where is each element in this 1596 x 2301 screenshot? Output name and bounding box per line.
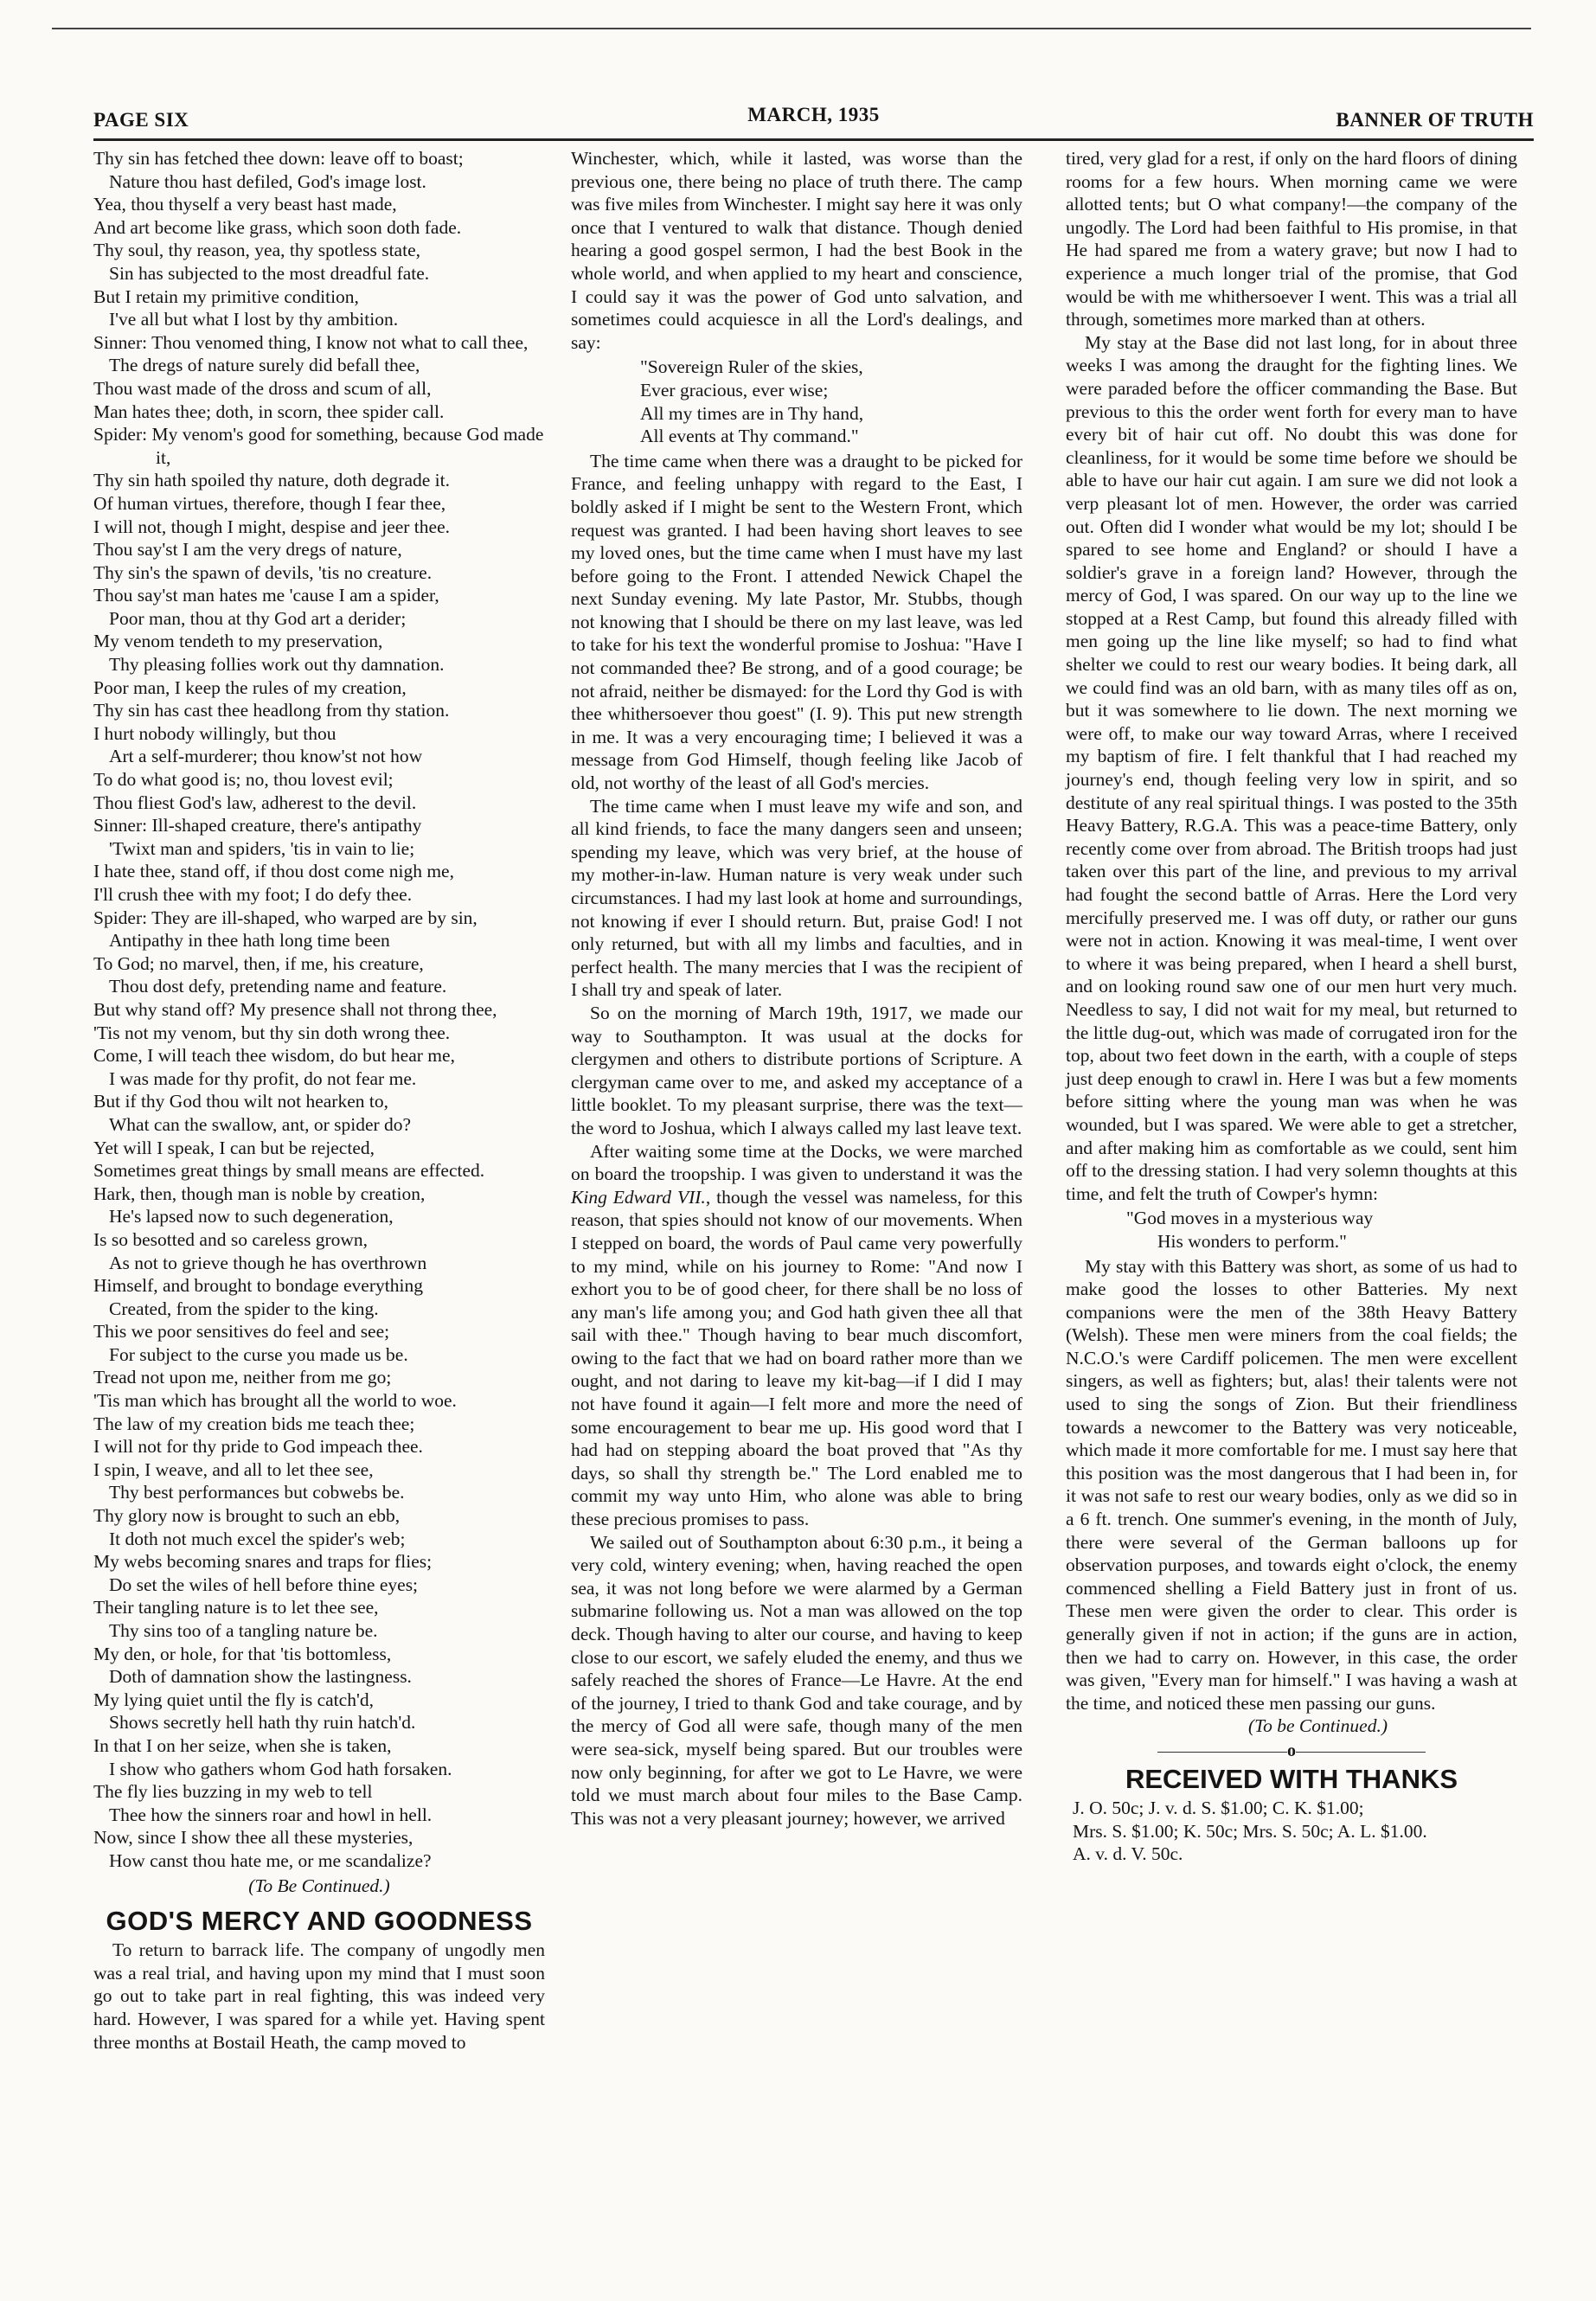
poem-line: And art become like grass, which soon doth fade. xyxy=(93,216,462,238)
poem-line: My lying quiet until the fly is catch'd, xyxy=(93,1689,374,1710)
poem-line: Of human virtues, therefore, though I fear thee, xyxy=(93,492,446,514)
poem-line: Thy sin hath spoiled thy nature, doth degrade it. xyxy=(93,470,450,491)
poem-line: 'Tis man which has brought all the world to woe. xyxy=(93,1390,457,1412)
poem-line: Doth of damnation show the lastingness. xyxy=(109,1666,412,1688)
poem-line: I'll crush thee with my foot; I do defy thee. xyxy=(93,884,413,905)
poem-line: Thou fliest God's law, adherest to the devil. xyxy=(93,792,417,813)
article-paragraph: We sailed out of Southampton about 6:30 p.m., it being a very cold, wintery evening; when, having reached the open sea, it was not long before we were alarmed by a German submarine following us. Not a man was allowed on the top deck. Though having to alter our course, and having to keep close to our escort, we safely eluded the enemy, and thus we safely reached the shores of France—Le Havre. At the end of the journey, I tried to thank God and take courage, and by the mercy of God all were safe, though many of the men were sea-sick, myself being spared. But our troubles were now only beginning, for after we got to Le Havre, we were told we must march about four miles to the Base Camp. This was not a very pleasant journey; however, we arrived xyxy=(571,1531,1022,1829)
page-header xyxy=(93,102,1534,137)
separator-mark: o xyxy=(1287,1740,1296,1760)
poem-line: Sometimes great things by small means are effected. xyxy=(93,1160,485,1182)
poem-line: Art a self-murderer; thou know'st not how xyxy=(109,746,423,767)
poem-line: Yea, thou thyself a very beast hast made, xyxy=(93,194,397,215)
column-3 xyxy=(1066,147,1517,1866)
hymn-line: His wonders to perform." xyxy=(1157,1230,1347,1252)
poem-line: He's lapsed now to such degeneration, xyxy=(109,1206,394,1227)
poem-line: Yet will I speak, I can but be rejected, xyxy=(93,1137,375,1158)
article-paragraph: The time came when there was a draught to be picked for France, and feeling unhappy with regard to the East, I boldly asked if I might be sent to the Western Front, which request was granted. I had been having short leaves to see my loved ones, but the time came when I must have my last before going to the Front. I attended Newick Chapel the next Sunday evening. My late Pastor, Mr. Stubbs, though not knowing that I should be there on my last leave, was led to take for his text the wonderful promise to Joshua: "Have I not commanded thee? Be strong, and of a good courage; be not afraid, neither be dismayed: for the Lord thy God is with thee whithersoever thou goest" (I. 9). This put new strength in me. It was a very encouraging time; I believed it was a message from God Himself, though feeling like Jacob of old, not worthy of the least of all God's mercies. xyxy=(571,450,1022,794)
poem-line: Come, I will teach thee wisdom, do but hear me, xyxy=(93,1045,455,1067)
hymn-quote xyxy=(571,356,1022,447)
poem-line: To do what good is; no, thou lovest evil; xyxy=(93,769,394,791)
article-paragraph: Winchester, which, while it lasted, was worse than the previous one, there being no place of truth there. The camp was five miles from Winchester. I might say here it was only once that I ventured to walk that distance. Though denied hearing a good gospel sermon, I had the best Book in the whole world, and when applied to my heart and conscience, I could say it was the power of God unto salvation, and sometimes could acquiesce in all the Lord's dealings, and say: xyxy=(571,148,1022,353)
poem-line: What can the swallow, ant, or spider do? xyxy=(109,1113,412,1135)
page-number: PAGE SIX xyxy=(93,109,189,131)
poem-line: But why stand off? My presence shall not throng thee, xyxy=(93,998,497,1020)
hymn-line: "God moves in a mysterious way xyxy=(1126,1208,1374,1229)
poem-line: I will not, though I might, despise and jeer thee. xyxy=(93,516,450,537)
hymn-line: All my times are in Thy hand, xyxy=(640,402,864,424)
article-paragraph: My stay with this Battery was short, as some of us had to make good the losses to other Batteries. My next companions were the men of the 38th Heavy Battery (Welsh). These men were miners from the coal fields; the N.C.O.'s were Cardiff policemen. The men were excellent singers, as well as fighters; but, alas! their talents were not used to sing the songs of Zion. But their friendliness towards a newcomer to the Battery was very noticeable, which made it more comfortable for me. I must say here that this position was the most dangerous that I had been in, for it was not safe to rest our weary bodies, only as we did so in a 6 ft. trench. One summer's evening, in the month of July, there were several of the German balloons up for observation purposes, and towards eight o'clock, the enemy commenced shelling a Field Battery just in front of us. These men were given the order to clear. This order is generally given if not in action; if the guns are in action, then we had to carry on. However, in this case, the order was given, "Every man for himself." I was having a wash at the time, and noticed these men passing our guns. xyxy=(1066,1255,1517,1714)
poem-line: I was made for thy profit, do not fear me. xyxy=(109,1067,417,1089)
poem-line: The fly lies buzzing in my web to tell xyxy=(93,1781,373,1803)
poem-line: I hate thee, stand off, if thou dost come nigh me, xyxy=(93,861,454,882)
hymn-line: All events at Thy command." xyxy=(640,426,859,447)
poem-line: My webs becoming snares and traps for flies; xyxy=(93,1551,433,1573)
poem-line: Sinner: Ill-shaped creature, there's antipathy xyxy=(93,815,422,836)
section-separator xyxy=(1066,1741,1517,1760)
poem-line: Created, from the spider to the king. xyxy=(109,1298,379,1319)
poem-line: 'Twixt man and spiders, 'tis in vain to lie; xyxy=(109,837,415,859)
column-2 xyxy=(571,147,1022,1830)
poem-line: Thou wast made of the dross and scum of all, xyxy=(93,377,432,399)
poem-line: The dregs of nature surely did befall thee, xyxy=(109,355,420,376)
poem-line: 'Tis not my venom, but thy sin doth wrong thee. xyxy=(93,1022,451,1043)
thanks-title: RECEIVED WITH THANKS xyxy=(1125,1763,1458,1794)
poem-line: Thou dost defy, pretending name and feature. xyxy=(109,976,447,997)
poem-line: Thy glory now is brought to such an ebb, xyxy=(93,1505,401,1527)
thanks-line: Mrs. S. $1.00; K. 50c; Mrs. S. 50c; A. L. $1.00. xyxy=(1073,1820,1427,1842)
poem-line: I spin, I weave, and all to let thee see, xyxy=(93,1458,374,1480)
poem-line: Hark, then, though man is noble by creation, xyxy=(93,1183,426,1204)
poem-line: Do set the wiles of hell before thine eyes; xyxy=(109,1574,419,1595)
issue-date: MARCH, 1935 xyxy=(747,104,880,125)
article-paragraph: So on the morning of March 19th, 1917, we made our way to Southampton. It was usual at the docks for clergymen and others to distribute portions of Scripture. A clergyman came over to me, and asked my acceptance of a little booklet. To my pleasant surprise, there was the text—the word to Joshua, which I always called my last leave text. xyxy=(571,1002,1022,1138)
poem-line: Is so besotted and so careless grown, xyxy=(93,1228,369,1250)
poem-line: Himself, and brought to bondage everything xyxy=(93,1275,423,1297)
thanks-line: J. O. 50c; J. v. d. S. $1.00; C. K. $1.00; xyxy=(1073,1797,1364,1818)
poem-line: But I retain my primitive condition, xyxy=(93,285,359,307)
article-paragraph: The time came when I must leave my wife and son, and all kind friends, to face the many dangers seen and unseen; spending my leave, which was very brief, at the house of my mother-in-law. Human nature is very weak under such circumstances. I had my last look at home and surroundings, not knowing if ever I should return. But, praise God! I not only returned, but with all my limbs and faculties, and in perfect health. The many mercies that I was the recipient of I shall try and speak of later. xyxy=(571,795,1022,1001)
poem-line: Their tangling nature is to let thee see, xyxy=(93,1597,379,1618)
poem-line: But if thy God thou wilt not hearken to, xyxy=(93,1091,388,1112)
poem-line: Thy best performances but cobwebs be. xyxy=(109,1482,405,1503)
article-paragraph xyxy=(571,1140,1022,1531)
hymn-line: "Sovereign Ruler of the skies, xyxy=(640,356,863,378)
poem-line: Spider: They are ill-shaped, who warped are by sin, xyxy=(93,907,478,928)
poem-line: Tread not upon me, neither from me go; xyxy=(93,1367,392,1388)
poem-line: Shows secretly hell hath thy ruin hatch'd. xyxy=(109,1712,416,1734)
poem-line: Antipathy in thee hath long time been xyxy=(109,930,390,952)
poem-line: It doth not much excel the spider's web; xyxy=(109,1528,406,1549)
poem-line: How canst thou hate me, or me scandalize? xyxy=(109,1849,432,1871)
poem-line: Thy sins too of a tangling nature be. xyxy=(109,1620,378,1641)
poem-line: This we poor sensitives do feel and see; xyxy=(93,1321,390,1343)
poem-line: Thou say'st man hates me 'cause I am a spider, xyxy=(93,585,439,606)
article-title: GOD'S MERCY AND GOODNESS xyxy=(106,1906,533,1937)
poem-line: The law of my creation bids me teach thee; xyxy=(93,1413,415,1434)
poem-line: Thy sin's the spawn of devils, 'tis no creature. xyxy=(93,561,433,583)
poem-line: In that I on her seize, when she is taken, xyxy=(93,1734,392,1756)
poem-line: My den, or hole, for that 'tis bottomless, xyxy=(93,1643,392,1664)
poem-line: For subject to the curse you made us be. xyxy=(109,1343,408,1365)
thanks-list xyxy=(1066,1797,1517,1866)
hymn-quote xyxy=(1066,1207,1517,1253)
spider-poem xyxy=(93,147,545,1873)
article-paragraph: My stay at the Base did not last long, for in about three weeks I was among the draught for the fighting lines. We were paraded before the officer commanding the Base. But previous to this the order went forth for every man to have every bit of hair cut off. No doubt this was done for cleanliness, for it would be some time before we should be able to have our hair cut again. I am sure we did not look a verp pleasant lot of men. However, the order was carried out. Often did I wonder what would be my lot; should I be spared to see home and England? or should I have a soldier's grave in a foreign land? However, through the mercy of God, I was spared. On our way up to the line we stopped at a Rest Camp, but found this already filled with men going up the line like myself; so had to find what shelter we could to rest our weary bodies. It being dark, all we could find was an old barn, with as many tiles off as on, but it was somewhere to lie down. The next morning we were off, to make our way toward Arras, where I received my baptism of fire. I felt thankful that I had reached my journey's end, though feeling very low in spirit, and so destitute of any real spiritual things. I was posted to the 35th Heavy Battery, R.G.A. This was a peace-time Battery, only recently come over from abroad. The British troops had just taken over this part of the line, and previous to my arrival had fought the second battle of Arras. Here the Lord very mercifully preserved me. I was off duty, or rather our guns were not in action. Knowing it was meal-time, I went over to where it was being prepared, when I heard a shell burst, and on looking round saw one of our men hurt very much. Needless to say, I did not wait for my meal, but returned to the little dug-out, which was made of corrugated iron for the top, about two feet down in the earth, with a couple of steps just deep enough to crawl in. Here I was but a few moments before sitting where the young man was when he was wounded, but I was spared. We were able to get a stretcher, and after making him as comfortable as we could, sent him off to the dressing station. I had very solemn thoughts at this time, and felt the truth of Cowper's hymn: xyxy=(1066,331,1517,1204)
paragraph-text: , though the vessel was nameless, for this reason, that spies should not know of our movements. When I stepped on board, the words of Paul came very powerfully to my mind, while on his journey to Rome: "And now I exhort you to be of good cheer, for there shall be no loss of any man's life among you; and God hath given thee all that sail with thee." Though having to bear much discomfort, owing to the fact that we had on board rather more than we ought, and not daring to leave my kit-bag—if I did I may not have found it again—I felt more and more the need of some encouragement to bear me up. His good word that I had had on stepping aboard the boat proved that "As thy days, so shall thy strength be." The Lord enabled me to commit my way unto Him, who alone was able to bring these precious promises to pass. xyxy=(571,1186,1022,1530)
poem-line: Nature thou hast defiled, God's image lost. xyxy=(109,170,426,192)
poem-line: I hurt nobody willingly, but thou xyxy=(93,722,337,744)
poem-line: I've all but what I lost by thy ambition. xyxy=(109,309,399,330)
poem-line: I will not for thy pride to God impeach thee. xyxy=(93,1436,423,1458)
poem-continued-note: (To Be Continued.) xyxy=(248,1875,390,1896)
poem-line: Thee how the sinners roar and howl in hell. xyxy=(109,1804,433,1825)
ship-name: King Edward VII. xyxy=(571,1186,706,1208)
poem-line: Sin has subjected to the most dreadful fate. xyxy=(109,262,430,284)
poem-line: Sinner: Thou venomed thing, I know not what to call thee, xyxy=(93,331,529,353)
poem-line: Thy pleasing follies work out thy damnation. xyxy=(109,654,445,676)
column-1 xyxy=(93,147,545,2054)
poem-line: I show who gathers whom God hath forsaken. xyxy=(109,1758,452,1779)
poem-line: Spider: My venom's good for something, because God made it, xyxy=(93,424,544,468)
poem-line: To God; no marvel, then, if me, his creature, xyxy=(93,952,424,974)
poem-line: Thy sin has cast thee headlong from thy station. xyxy=(93,700,450,721)
poem-line: My venom tendeth to my preservation, xyxy=(93,631,383,652)
article-continued-note: (To be Continued.) xyxy=(1247,1715,1388,1737)
hymn-line: Ever gracious, ever wise; xyxy=(640,379,829,401)
header-rule xyxy=(93,138,1534,141)
poem-line: As not to grieve though he has overthrown xyxy=(109,1252,427,1273)
poem-line: Man hates thee; doth, in scorn, thee spider call. xyxy=(93,401,445,422)
poem-line: Now, since I show thee all these mysteries, xyxy=(93,1827,413,1849)
article-paragraph: To return to barrack life. The company of ungodly men was a real trial, and having upon my mind that I must soon go out to take part in real fighting, this was indeed very hard. However, I was spared for a while yet. Having spent three months at Bostail Heath, the camp moved to xyxy=(93,1939,545,2053)
poem-line: Poor man, thou at thy God art a derider; xyxy=(109,607,407,629)
publication-title: BANNER OF TRUTH xyxy=(1336,109,1534,131)
poem-line: Thou say'st I am the very dregs of nature, xyxy=(93,539,402,561)
thanks-line: A. v. d. V. 50c. xyxy=(1073,1843,1183,1865)
poem-line: Thy soul, thy reason, yea, thy spotless state, xyxy=(93,240,420,261)
article-paragraph: tired, very glad for a rest, if only on the hard floors of dining rooms for a few hours. When morning came we were allotted tents; but O what company!—the company of the ungodly. The Lord had been faithful to His promise, in that He had spared me from a watery grave; but now I had to experience a much longer trial of the promise, that God would be with me whithersoever I went. This was a trial all through, sometimes more marked than at others. xyxy=(1066,148,1517,330)
paragraph-text: After waiting some time at the Docks, we were marched on board the troopship. I was given to understand it was the xyxy=(571,1140,1022,1185)
poem-line: Thy sin has fetched thee down: leave off to boast; xyxy=(93,148,464,169)
poem-line: Poor man, I keep the rules of my creation, xyxy=(93,676,407,698)
page-top-rule xyxy=(52,28,1531,29)
